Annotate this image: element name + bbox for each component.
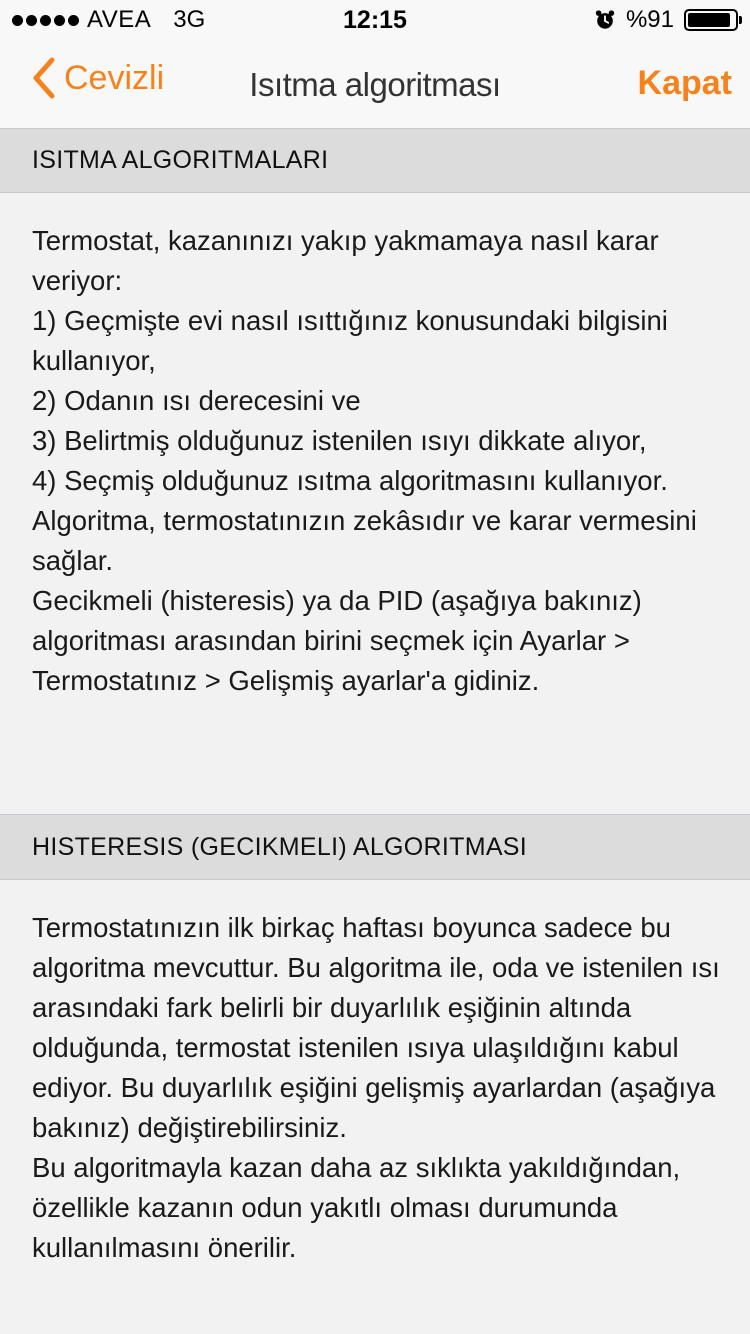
section-header-label: ISITMA ALGORITMALARI bbox=[32, 146, 329, 174]
paragraph: 4) Seçmiş olduğunuz ısıtma algoritmasını kullanıyor. bbox=[32, 465, 668, 496]
section-body-heating-algorithms bbox=[0, 193, 750, 815]
network-type: 3G bbox=[173, 6, 206, 33]
page-title: Isıtma algoritması bbox=[249, 66, 501, 103]
paragraph: Termostat, kazanınızı yakıp yakmamaya nasıl karar veriyor: bbox=[32, 225, 659, 296]
paragraph: Gecikmeli (histeresis) ya da PID (aşağıya bakınız) algoritması arasından birini seçmek için Ayarlar > Termostatınız > Gelişmiş ayarlar'a gidiniz. bbox=[32, 585, 642, 696]
paragraph: 3) Belirtmiş olduğunuz istenilen ısıyı dikkate alıyor, bbox=[32, 425, 647, 456]
section-body-hysteresis-algorithm bbox=[0, 880, 750, 1334]
battery-icon bbox=[684, 9, 738, 31]
alarm-clock-icon bbox=[594, 9, 616, 31]
paragraph: 2) Odanın ısı derecesini ve bbox=[32, 385, 361, 416]
paragraph: 1) Geçmişte evi nasıl ısıttığınız konusundaki bilgisini kullanıyor, bbox=[32, 305, 668, 376]
section-header-hysteresis-algorithm bbox=[0, 815, 750, 880]
back-button-label: Cevizli bbox=[64, 58, 165, 97]
paragraph: Termostatınızın ilk birkaç haftası boyunca sadece bu algoritma mevcuttur. Bu algoritma ile, oda ve istenilen ısı arasındaki fark belirli bir duyarlılık eşiğinin altında olduğunda, termostat istenilen ısıya ulaşıldığını kabul ediyor. Bu duyarlılık eşiğini gelişmiş ayarlardan (aşağıya bakınız) değiştirebilirsiniz. bbox=[32, 912, 720, 1143]
status-bar bbox=[0, 0, 750, 40]
paragraph: Algoritma, termostatınızın zekâsıdır ve karar vermesini sağlar. bbox=[32, 505, 697, 576]
navigation-bar bbox=[0, 40, 750, 129]
section-header-label: HISTERESIS (GECIKMELI) ALGORITMASI bbox=[32, 832, 528, 861]
battery-fill bbox=[688, 13, 730, 27]
close-button[interactable]: Kapat bbox=[637, 64, 732, 102]
carrier-name: AVEA bbox=[87, 6, 152, 33]
status-right bbox=[594, 6, 738, 34]
status-time: 12:15 bbox=[343, 6, 407, 34]
section-header-heating-algorithms bbox=[0, 129, 750, 193]
paragraph: Bu algoritmayla kazan daha az sıklıkta yakıldığından, özellikle kazanın odun yakıtlı olması durumunda kullanılmasını önerilir. bbox=[32, 1152, 681, 1263]
battery-percent: %91 bbox=[625, 6, 674, 33]
